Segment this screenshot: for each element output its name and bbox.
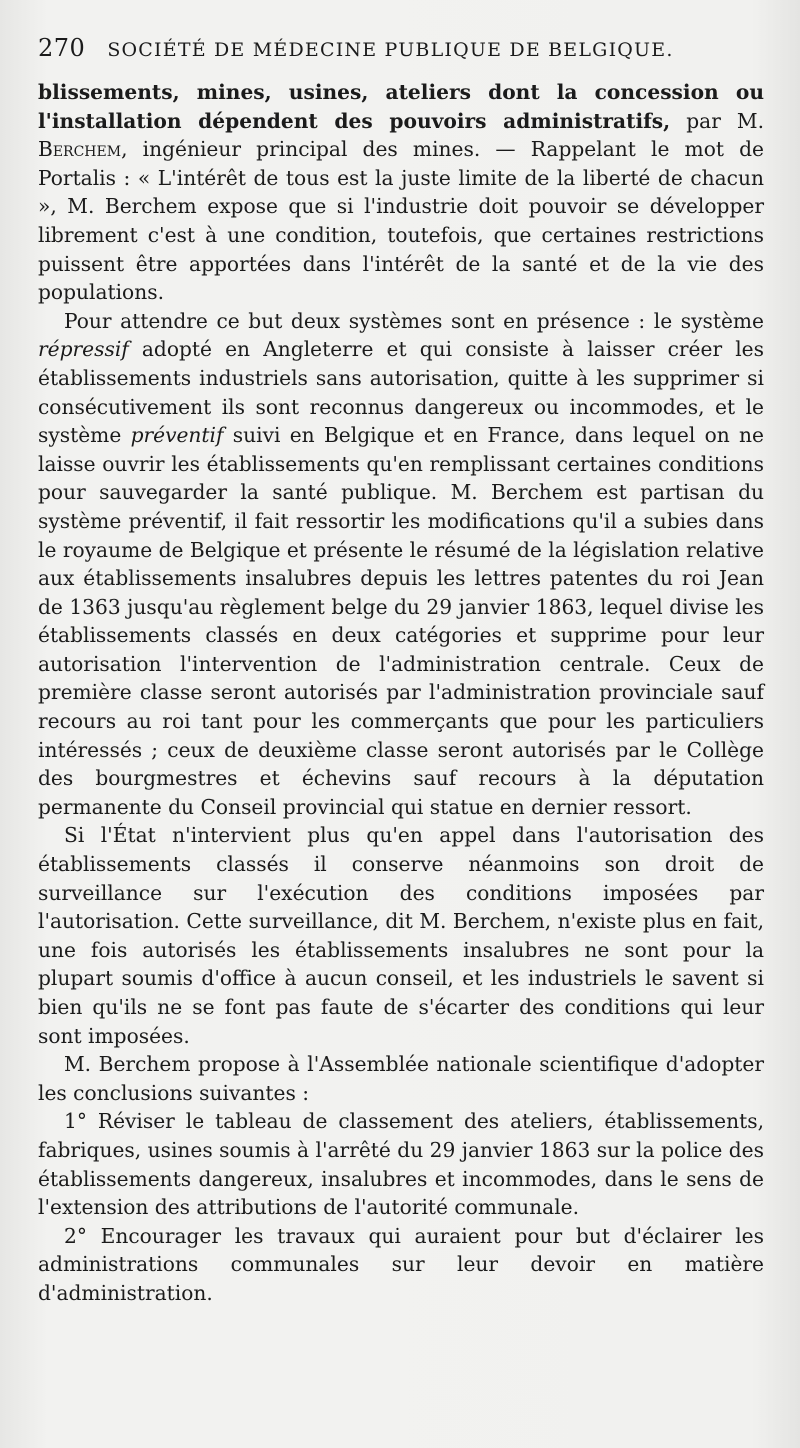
conclusion-1: 1° Réviser le tableau de classement des ateliers, établissements, fabriques, usines soumis à l'arrêté du 29 janvier 1863 sur la police des établissements dangereux, insalubres et incommodes, dans le sens de l'extension des attributions de l'autorité communale. (38, 1109, 764, 1220)
report-title: blissements, mines, usines, ateliers dont la concession ou l'installation dépendent des pouvoirs administratifs, (38, 80, 764, 133)
paragraph-1-text: , ingénieur principal des mines. — Rappelant le mot de Portalis : « L'intérêt de tous est la juste limite de la liberté de chacun », M. Berchem expose que si l'industrie doit pouvoir se développer librement c'est à une condition, toutefois, que certaines restrictions puissent être apportées dans l'intérêt de la santé et de la vie des populations. (38, 137, 764, 305)
paragraph-2 (38, 307, 764, 822)
page-header (38, 34, 758, 74)
body-text (38, 78, 764, 1308)
term-repressif: répressif (38, 337, 129, 362)
paragraph-2-text-c: suivi en Belgique et en France, dans lequel on ne laisse ouvrir les établissements qu'en remplissant certaines conditions pour sauvegarder la santé publique. M. Berchem est partisan du système préventif, il fait ressortir les modifications qu'il a subies dans le royaume de Belgique et présente le résumé de la législation relative aux établissements insalubres depuis les lettres patentes du roi Jean de 1363 jusqu'au règlement belge du 29 janvier 1863, lequel divise les établissements classés en deux catégories et supprime pour leur autorisation l'intervention de l'administration centrale. Ceux de première classe seront autorisés par l'administration provinciale sauf recours au roi tant pour les commerçants que pour les particuliers intéressés ; ceux de deuxième classe seront autorisés par le Collège des bourgmestres et échevins sauf recours à la députation permanente du Conseil provincial qui statue en dernier ressort. (38, 423, 764, 819)
paragraph-1 (38, 78, 764, 307)
paragraph-3: Si l'État n'intervient plus qu'en appel dans l'autorisation des établissements classés il conserve néanmoins son droit de surveillance sur l'exécution des conditions imposées par l'autorisation. Cette surveillance, dit M. Berchem, n'existe plus en fait, une fois autorisés les établissements insalubres ne sont pour la plupart soumis d'office à aucun conseil, et les industriels le savent si bien qu'ils ne se font pas faute de s'écarter des conditions qui leur sont imposées. (38, 823, 764, 1048)
report-by: par M. (670, 108, 764, 133)
conclusion-2: 2° Encourager les travaux qui auraient pour but d'éclairer les administrations communales sur leur devoir en matière d'administration. (38, 1223, 764, 1305)
paragraph-2-text-b: adopté en Angleterre et qui consiste à laisser créer les établissements industriels sans autorisation, quitte à les supprimer si consécutivement ils sont reconnus dangereux ou incommodes, et le système (38, 337, 764, 448)
running-head: SOCIÉTÉ DE MÉDECINE PUBLIQUE DE BELGIQUE. (107, 39, 674, 61)
author-name: Berchem (38, 137, 122, 162)
term-preventif: préventif (130, 423, 224, 448)
paragraph-4: M. Berchem propose à l'Assemblée nationale scientifique d'adopter les conclusions suivantes : (38, 1052, 764, 1105)
page-number: 270 (38, 34, 86, 62)
paragraph-2-text-a: Pour attendre ce but deux systèmes sont en présence : le système (64, 308, 764, 333)
